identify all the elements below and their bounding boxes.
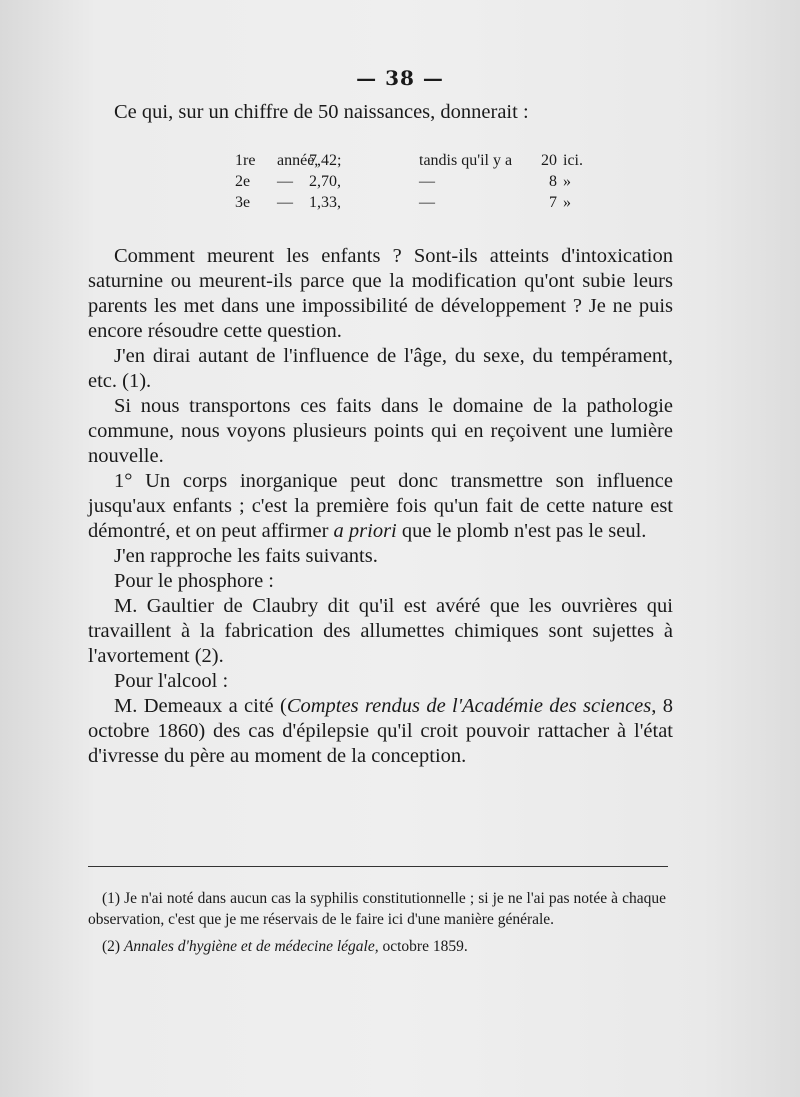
paragraph-italic: Comptes rendus de l'Académie des sciences bbox=[286, 695, 652, 717]
paragraph: Si nous transportons ces faits dans le domaine de la pathologie commune, nous voyons plusieurs points qui en reçoivent une lumière nouvelle. bbox=[88, 395, 673, 467]
intro-text: Ce qui, sur un chiffre de 50 naissances, donnerait : bbox=[114, 101, 529, 123]
footnote-italic: Annales d'hygiène et de médecine légale, bbox=[123, 938, 379, 955]
table-sep: tandis qu'il y a bbox=[419, 152, 513, 169]
paragraph-text: , 8 octobre 1860) des cas d'épilepsie qu'il croit pouvoir rattacher à l'état d'ivresse du père au moment de la conception. bbox=[88, 695, 673, 767]
births-table bbox=[235, 150, 593, 213]
table-row bbox=[235, 171, 593, 192]
table-year: 2e bbox=[235, 173, 251, 190]
paragraph: J'en rapproche les faits suivants. bbox=[114, 545, 378, 567]
table-value: 2,70, bbox=[309, 173, 341, 190]
paragraph-text: M. Demeaux a cité ( bbox=[114, 695, 287, 717]
paragraph: Pour l'alcool : bbox=[114, 670, 229, 692]
paragraph-apriori bbox=[88, 469, 673, 544]
paragraph: Comment meurent les enfants ? Sont-ils atteints d'intoxication saturnine ou meurent-ils parce que la modification qu'ont subie leurs parents les met dans une impossibilité de développement ? Je ne puis encore résoudre cette question. bbox=[88, 245, 673, 342]
paragraph-text: 1° Un corps inorganique peut donc transmettre son influence jusqu'aux enfants ; c'est la première fois qu'un fait de cette nature est démontré, et on peut affirmer bbox=[88, 470, 673, 542]
table-label: année, bbox=[277, 152, 319, 169]
footnote-1: (1) Je n'ai noté dans aucun cas la syphilis constitutionnelle ; si je ne l'ai pas notée à chaque observation, c'est que je me réservais de le faire ici d'une manière générale. bbox=[88, 890, 666, 928]
page-number: — 38 — bbox=[356, 66, 444, 90]
table-count: 20 bbox=[541, 152, 557, 169]
paragraph-italic: a priori bbox=[333, 520, 397, 542]
footnotes bbox=[88, 888, 666, 963]
paragraph: Pour le phosphore : bbox=[114, 570, 274, 592]
table-label: — bbox=[277, 194, 293, 211]
table-sep: — bbox=[419, 194, 435, 211]
table-suffix: » bbox=[563, 194, 571, 211]
footnote-text: octobre 1859. bbox=[378, 938, 468, 955]
table-row bbox=[235, 150, 593, 171]
table-count: 7 bbox=[549, 194, 557, 211]
table-label: — bbox=[277, 173, 293, 190]
paragraph: J'en dirai autant de l'influence de l'âge, du sexe, du tempérament, etc. (1). bbox=[88, 345, 673, 392]
table-row bbox=[235, 192, 593, 213]
table-suffix: » bbox=[563, 173, 571, 190]
paragraph-text: que le plomb n'est pas le seul. bbox=[396, 520, 647, 542]
table-suffix: ici. bbox=[563, 152, 583, 169]
paragraph-demeaux bbox=[88, 694, 673, 769]
table-year: 1re bbox=[235, 152, 256, 169]
table-sep: — bbox=[419, 173, 435, 190]
footnote-2 bbox=[88, 936, 666, 957]
intro-line bbox=[88, 100, 673, 125]
table-value: 1,33, bbox=[309, 194, 341, 211]
footnote-divider bbox=[88, 866, 668, 867]
paragraph: M. Gaultier de Claubry dit qu'il est avéré que les ouvrières qui travaillent à la fabrication des allumettes chimiques sont sujettes à l'avortement (2). bbox=[88, 595, 673, 667]
table-year: 3e bbox=[235, 194, 251, 211]
body-text bbox=[88, 244, 673, 769]
table-count: 8 bbox=[549, 173, 557, 190]
table-value: 7,42; bbox=[309, 152, 342, 169]
footnote-number: (2) bbox=[102, 938, 124, 955]
